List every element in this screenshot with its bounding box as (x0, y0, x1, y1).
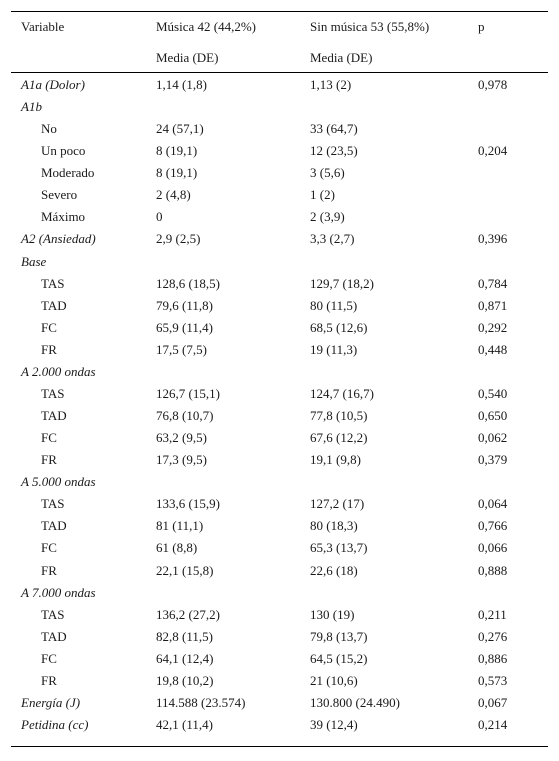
cell-music: 61 (8,8) (156, 540, 198, 555)
row-label: TAD (41, 408, 67, 423)
header-music: Música 42 (44,2%) (156, 19, 257, 34)
cell-no-music: 64,5 (15,2) (310, 651, 368, 666)
cell-music: 17,3 (9,5) (156, 452, 207, 467)
cell-no-music: 19,1 (9,8) (310, 452, 361, 467)
cell-p: 0,066 (478, 540, 508, 555)
cell-music: 79,6 (11,8) (156, 298, 213, 313)
cell-p: 0,784 (478, 276, 508, 291)
cell-p: 0,276 (478, 629, 508, 644)
row-label: Máximo (41, 209, 86, 224)
row-label: TAS (41, 496, 65, 511)
cell-no-music: 77,8 (10,5) (310, 408, 368, 423)
cell-music: 2 (4,8) (156, 187, 191, 202)
cell-music: 126,7 (15,1) (156, 386, 220, 401)
row-label: Base (21, 254, 47, 269)
cell-p: 0,871 (478, 298, 508, 313)
cell-music: 136,2 (27,2) (156, 607, 220, 622)
row-label: TAD (41, 629, 67, 644)
cell-no-music: 67,6 (12,2) (310, 430, 368, 445)
bottom-rule (11, 746, 548, 747)
cell-p: 0,204 (478, 143, 508, 158)
row-label: Moderado (41, 165, 95, 180)
cell-music: 8 (19,1) (156, 143, 198, 158)
header-rule (11, 72, 548, 73)
cell-p: 0,650 (478, 408, 508, 423)
cell-no-music: 130.800 (24.490) (310, 695, 400, 710)
cell-music: 0 (156, 209, 163, 224)
cell-p: 0,888 (478, 563, 508, 578)
cell-no-music: 22,6 (18) (310, 563, 358, 578)
cell-no-music: 68,5 (12,6) (310, 320, 368, 335)
row-label: A2 (Ansiedad) (21, 231, 96, 246)
cell-p: 0,062 (478, 430, 508, 445)
row-label: FR (41, 452, 57, 467)
row-label: FC (41, 320, 57, 335)
cell-no-music: 80 (18,3) (310, 518, 358, 533)
row-label: TAD (41, 518, 67, 533)
cell-music: 8 (19,1) (156, 165, 198, 180)
cell-no-music: 124,7 (16,7) (310, 386, 374, 401)
cell-music: 22,1 (15,8) (156, 563, 214, 578)
row-label: TAD (41, 298, 67, 313)
cell-no-music: 1,13 (2) (310, 77, 352, 92)
cell-p: 0,292 (478, 320, 508, 335)
cell-no-music: 33 (64,7) (310, 121, 358, 136)
cell-music: 19,8 (10,2) (156, 673, 214, 688)
header-no-music-sub: Media (DE) (310, 50, 373, 65)
row-label: FC (41, 651, 57, 666)
cell-music: 133,6 (15,9) (156, 496, 220, 511)
header-variable: Variable (21, 19, 65, 34)
row-label: Severo (41, 187, 78, 202)
cell-music: 63,2 (9,5) (156, 430, 207, 445)
header-p: p (478, 19, 485, 34)
row-label: TAS (41, 386, 65, 401)
cell-music: 82,8 (11,5) (156, 629, 213, 644)
cell-p: 0,978 (478, 77, 508, 92)
header-music-sub: Media (DE) (156, 50, 219, 65)
cell-no-music: 1 (2) (310, 187, 335, 202)
cell-music: 76,8 (10,7) (156, 408, 214, 423)
cell-no-music: 21 (10,6) (310, 673, 358, 688)
row-label: TAS (41, 607, 65, 622)
cell-music: 2,9 (2,5) (156, 231, 201, 246)
row-label: No (41, 121, 57, 136)
cell-music: 42,1 (11,4) (156, 717, 213, 732)
row-label: FC (41, 540, 57, 555)
cell-p: 0,214 (478, 717, 508, 732)
cell-music: 1,14 (1,8) (156, 77, 207, 92)
row-label: FR (41, 342, 57, 357)
cell-music: 128,6 (18,5) (156, 276, 220, 291)
cell-music: 114.588 (23.574) (156, 695, 246, 710)
row-label: A 5.000 ondas (21, 474, 96, 489)
cell-no-music: 2 (3,9) (310, 209, 345, 224)
cell-p: 0,886 (478, 651, 508, 666)
cell-music: 64,1 (12,4) (156, 651, 214, 666)
row-label: FC (41, 430, 57, 445)
cell-no-music: 79,8 (13,7) (310, 629, 368, 644)
cell-p: 0,067 (478, 695, 508, 710)
cell-music: 65,9 (11,4) (156, 320, 213, 335)
row-label: A 2.000 ondas (21, 364, 96, 379)
cell-no-music: 65,3 (13,7) (310, 540, 368, 555)
cell-p: 0,573 (478, 673, 508, 688)
cell-no-music: 129,7 (18,2) (310, 276, 374, 291)
row-label: FR (41, 563, 57, 578)
row-label: FR (41, 673, 57, 688)
cell-no-music: 3,3 (2,7) (310, 231, 355, 246)
row-label: A1a (Dolor) (21, 77, 85, 92)
cell-no-music: 39 (12,4) (310, 717, 358, 732)
row-label: A1b (21, 99, 42, 114)
row-label: Un poco (41, 143, 86, 158)
cell-p: 0,379 (478, 452, 508, 467)
row-label: Petidina (cc) (21, 717, 89, 732)
cell-no-music: 80 (11,5) (310, 298, 358, 313)
cell-no-music: 19 (11,3) (310, 342, 358, 357)
header-no-music: Sin música 53 (55,8%) (310, 19, 430, 34)
cell-p: 0,540 (478, 386, 508, 401)
cell-no-music: 3 (5,6) (310, 165, 345, 180)
cell-no-music: 127,2 (17) (310, 496, 365, 511)
row-label: A 7.000 ondas (21, 585, 96, 600)
cell-p: 0,448 (478, 342, 508, 357)
cell-no-music: 130 (19) (310, 607, 355, 622)
cell-music: 17,5 (7,5) (156, 342, 207, 357)
cell-p: 0,064 (478, 496, 508, 511)
cell-p: 0,766 (478, 518, 508, 533)
cell-music: 24 (57,1) (156, 121, 204, 136)
cell-no-music: 12 (23,5) (310, 143, 358, 158)
cell-music: 81 (11,1) (156, 518, 204, 533)
cell-p: 0,396 (478, 231, 508, 246)
row-label: TAS (41, 276, 65, 291)
top-rule (11, 11, 548, 12)
row-label: Energía (J) (21, 695, 81, 710)
cell-p: 0,211 (478, 607, 507, 622)
